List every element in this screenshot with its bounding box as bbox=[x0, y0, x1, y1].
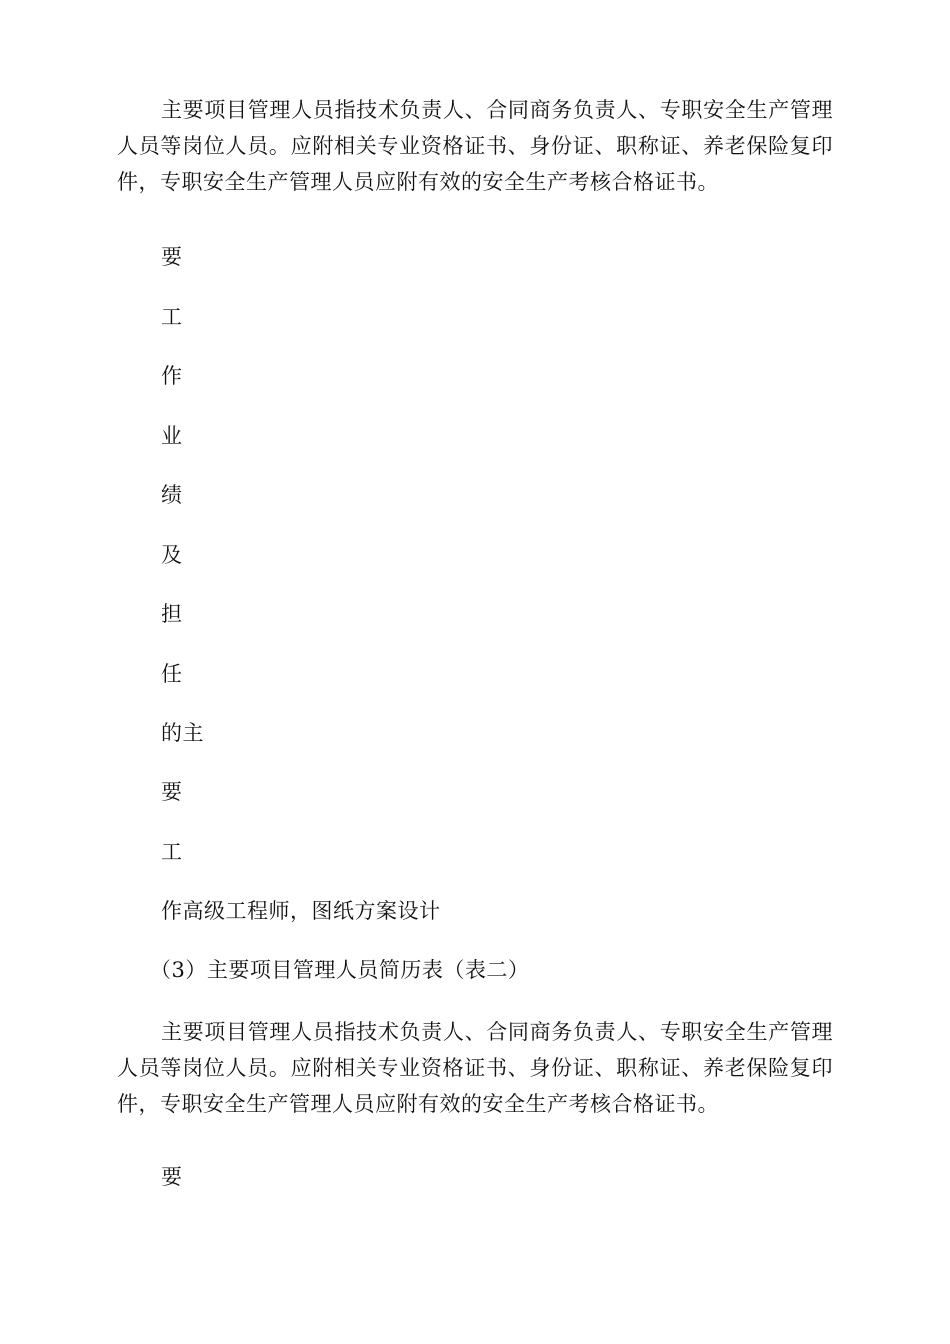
paragraph-personnel-requirements: 主要项目管理人员指技术负责人、合同商务负责人、专职安全生产管理人员等岗位人员。应附相关专业资格证书、身份证、职称证、养老保险复印件，专职安全生产管理人员应附有效的安全生产考核合格证书。 bbox=[117, 98, 833, 194]
vertical-text-line: 任 bbox=[161, 662, 183, 686]
vertical-text-line: 担 bbox=[161, 602, 183, 626]
vertical-text-line: 的主 bbox=[161, 721, 204, 745]
vertical-text-line: 作 bbox=[161, 364, 183, 388]
vertical-text-line: 业 bbox=[161, 424, 183, 448]
paragraph-personnel-requirements-repeat: 主要项目管理人员指技术负责人、合同商务负责人、专职安全生产管理人员等岗位人员。应附相关专业资格证书、身份证、职称证、养老保险复印件，专职安全生产管理人员应附有效的安全生产考核合格证书。 bbox=[117, 1020, 833, 1116]
vertical-text-line: 要 bbox=[161, 780, 183, 804]
section-heading: （3）主要项目管理人员简历表（表二） bbox=[150, 958, 530, 982]
vertical-text-line: 工 bbox=[161, 840, 183, 864]
vertical-text-line: 要 bbox=[161, 1165, 183, 1189]
vertical-text-line: 作高级工程师，图纸方案设计 bbox=[161, 899, 441, 923]
vertical-text-line: 工 bbox=[161, 305, 183, 329]
vertical-text-line: 要 bbox=[161, 245, 183, 269]
vertical-text-line: 绩 bbox=[161, 483, 183, 507]
vertical-text-line: 及 bbox=[161, 543, 183, 567]
